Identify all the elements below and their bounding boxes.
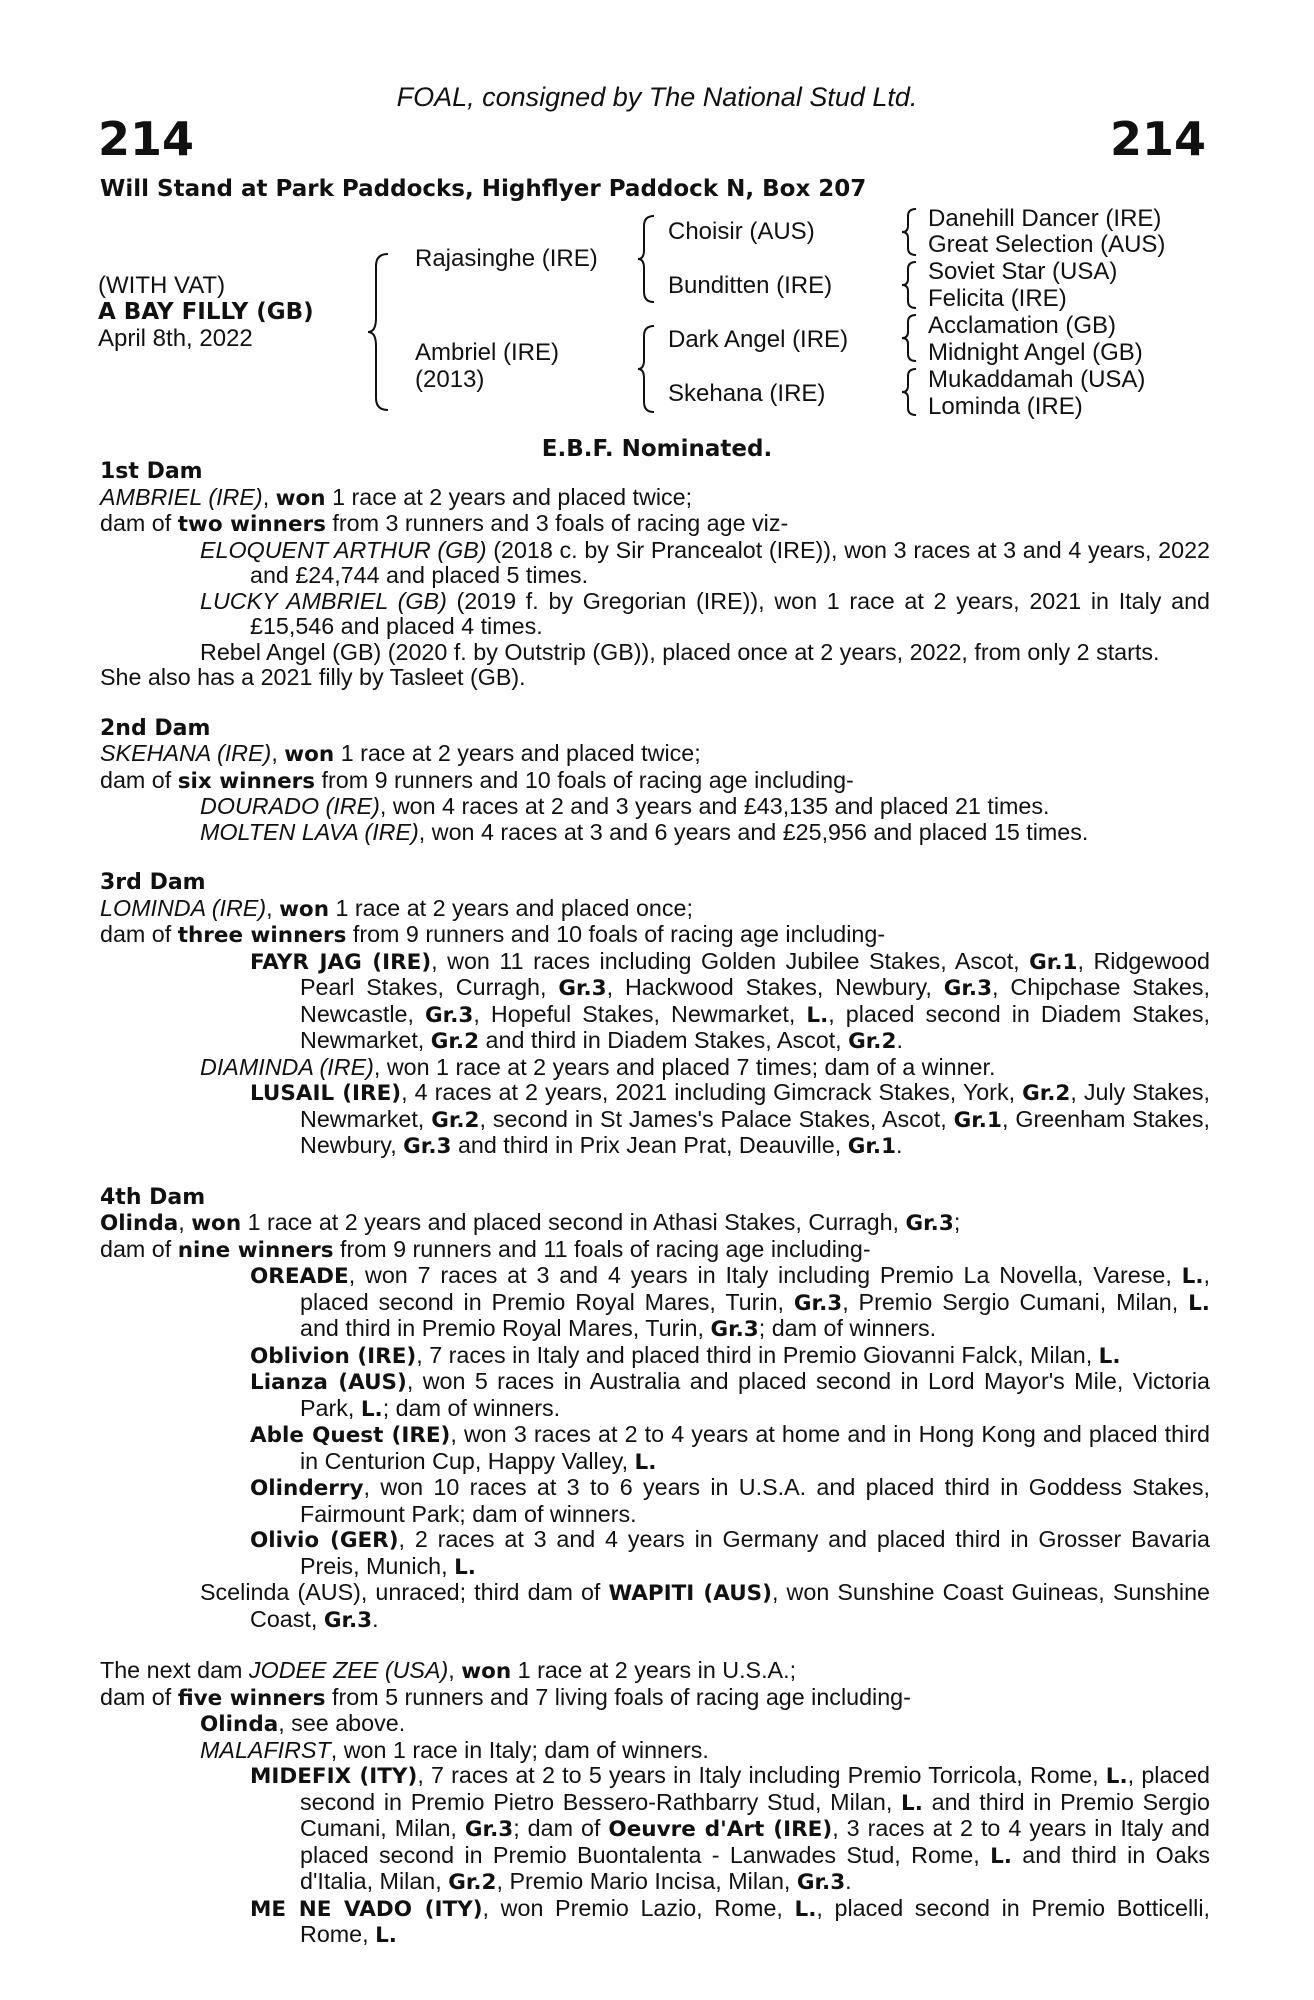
bold-text: Gr.2 xyxy=(448,1870,497,1895)
horse-name: A BAY FILLY (GB) xyxy=(98,299,314,325)
section-first-dam xyxy=(100,459,1210,691)
text-run: , see above. xyxy=(278,1710,406,1736)
bold-text: L. xyxy=(1098,1343,1121,1369)
dam-line xyxy=(100,485,1210,512)
foaling-date: April 8th, 2022 xyxy=(98,325,253,352)
bold-text: Oblivion (IRE) xyxy=(250,1343,417,1369)
lot-number-right: 214 xyxy=(1109,112,1206,166)
bold-text: L. xyxy=(1181,1264,1204,1289)
text-run: , won Premio Lazio, Rome, xyxy=(482,1894,795,1921)
text-run: , won 1 race in Italy; dam of winners. xyxy=(330,1736,709,1763)
text-run: dam of xyxy=(100,1683,178,1710)
text-run: ; xyxy=(953,1209,961,1235)
grandparent-2: Great Selection (AUS) xyxy=(928,231,1166,258)
produce-note xyxy=(100,665,1210,691)
produce-entry xyxy=(100,1055,1210,1081)
bold-text: Gr.3 xyxy=(796,1870,846,1895)
brace-sire xyxy=(636,214,660,304)
bold-text: two winners xyxy=(177,512,326,537)
bold-text: three winners xyxy=(177,923,347,948)
text-run: , 7 races at 2 to 5 years in Italy including Premio Torricola, Rome, xyxy=(417,1762,1106,1788)
bold-text: nine winners xyxy=(177,1237,334,1263)
bold-text: won xyxy=(461,1659,512,1684)
bold-text: Gr.3 xyxy=(793,1290,843,1316)
text-run: , placed second in Premio Royal Mares, Turin, xyxy=(300,1262,1210,1315)
produce-entry xyxy=(100,1080,1210,1160)
grandparent-6: Midnight Angel (GB) xyxy=(928,339,1143,366)
grandparent-7: Mukaddamah (USA) xyxy=(928,366,1146,393)
bold-text: Gr.3 xyxy=(558,976,607,1001)
text-run: dam of xyxy=(100,766,178,793)
dam-line xyxy=(100,1210,1210,1237)
bold-text: Gr.3 xyxy=(425,1002,474,1028)
text-run: from 9 runners and 10 foals of racing age including- xyxy=(315,766,854,793)
bold-text: five winners xyxy=(177,1685,326,1711)
italic-text: LOMINDA (IRE) xyxy=(100,894,267,921)
produce-entry xyxy=(100,1369,1210,1422)
produce-entry xyxy=(100,949,1210,1055)
italic-text: AMBRIEL (IRE) xyxy=(100,483,263,510)
text-run: , Hackwood Stakes, Newbury, xyxy=(606,974,944,1000)
dam: Ambriel (IRE) xyxy=(415,339,560,366)
section-heading: 2nd Dam xyxy=(100,715,211,741)
text-run: (2019 f. by Gregorian (IRE)), won 1 race at 2 years, 2021 in Italy and £15,546 and placed 4 times. xyxy=(250,587,1210,639)
section-heading: 4th Dam xyxy=(100,1184,206,1210)
grandparent-1: Danehill Dancer (IRE) xyxy=(928,205,1162,232)
text-run: , Ridgewood Pearl Stakes, Curragh, xyxy=(300,947,1211,1000)
bold-text: won xyxy=(275,485,326,511)
text-run: , second in St James's Palace Stakes, Ascot, xyxy=(479,1105,954,1132)
text-run: ; dam of winners. xyxy=(382,1394,561,1421)
bold-text: ME NE VADO (ITY) xyxy=(250,1896,483,1922)
italic-text: MOLTEN LAVA (IRE) xyxy=(200,818,419,845)
bold-text: Able Quest (IRE) xyxy=(250,1423,451,1448)
bold-text: Gr.3 xyxy=(710,1317,759,1342)
text-run: , won 5 races in Australia and placed second in Lord Mayor's Mile, Victoria Park, xyxy=(300,1368,1210,1421)
text-run: , Chipchase Stakes, Newcastle, xyxy=(300,974,1211,1027)
sire-sire: Choisir (AUS) xyxy=(668,218,815,245)
bold-text: Gr.2 xyxy=(1022,1081,1071,1106)
bold-text: Gr.1 xyxy=(1029,949,1078,975)
bold-text: L. xyxy=(901,1790,923,1816)
brace-dam xyxy=(636,324,660,414)
bold-text: six winners xyxy=(177,768,316,794)
text-run: from 3 runners and 3 foals of racing age viz- xyxy=(325,510,789,536)
text-run: from 9 runners and 11 foals of racing age including- xyxy=(333,1235,871,1262)
produce-entry xyxy=(100,794,1210,820)
bold-text: L. xyxy=(1188,1290,1210,1316)
dam-line xyxy=(100,1658,1210,1685)
text-run: 1 race at 2 years and placed second in Athasi Stakes, Curragh, xyxy=(241,1209,906,1235)
text-run: and third in Diadem Stakes, Ascot, xyxy=(479,1027,849,1053)
text-run: from 9 runners and 10 foals of racing age including- xyxy=(346,921,886,947)
italic-text: MALAFIRST xyxy=(200,1736,331,1763)
text-run: Scelinda (AUS), unraced; third dam of xyxy=(200,1579,609,1605)
italic-text: SKEHANA (IRE) xyxy=(100,740,272,766)
text-run: , xyxy=(266,894,280,921)
text-run: ; dam of winners. xyxy=(758,1315,937,1341)
text-run: , placed second in Premio Pietro Bessero-Rathbarry Stud, Milan, xyxy=(300,1762,1210,1815)
produce-entry xyxy=(100,1475,1210,1527)
text-run: , xyxy=(262,483,276,510)
text-run: dam of xyxy=(100,921,178,947)
bold-text: Gr.3 xyxy=(464,1817,514,1842)
text-run: She also has a 2021 filly by Tasleet (GB). xyxy=(100,664,526,690)
text-run: , placed second in Premio Botticelli, Rome, xyxy=(300,1894,1210,1947)
produce-entry xyxy=(100,1738,1210,1764)
bold-text: won xyxy=(279,896,330,922)
text-run: and third in Premio Sergio Cumani, Milan, xyxy=(300,1788,1210,1841)
text-run: dam of xyxy=(100,1235,178,1262)
grandparent-8: Lominda (IRE) xyxy=(928,393,1083,420)
bold-text: Gr.3 xyxy=(403,1134,452,1159)
text-run: from 5 runners and 7 living foals of racing age including- xyxy=(325,1683,911,1710)
bold-text: L. xyxy=(794,1896,817,1922)
dam-summary xyxy=(100,1237,1210,1264)
text-run: 1 race at 2 years and placed twice; xyxy=(325,483,693,510)
text-run: , won 4 races at 2 and 3 years and £43,135 and placed 21 times. xyxy=(379,793,1050,819)
brace-g3 xyxy=(900,313,922,363)
stand-location: Will Stand at Park Paddocks, Highflyer Paddock N, Box 207 xyxy=(100,176,867,202)
text-run: , 4 races at 2 years, 2021 including Gimcrack Stakes, York, xyxy=(401,1079,1023,1105)
bold-text: won xyxy=(191,1211,242,1236)
bold-text: Olivio (GER) xyxy=(250,1528,399,1553)
dam-line xyxy=(100,741,1210,768)
section-heading: 3rd Dam xyxy=(100,870,206,895)
text-run: . xyxy=(896,1132,903,1158)
produce-entry xyxy=(100,640,1210,666)
bold-text: Lianza (AUS) xyxy=(250,1370,407,1395)
grandparent-3: Soviet Star (USA) xyxy=(928,258,1118,285)
grandparent-5: Acclamation (GB) xyxy=(928,312,1117,339)
text-run: , xyxy=(178,1209,192,1235)
dam-summary xyxy=(100,511,1210,538)
text-run: . xyxy=(896,1027,903,1053)
italic-text: LUCKY AMBRIEL (GB) xyxy=(200,587,447,614)
text-run: , won 10 races at 3 to 6 years in U.S.A. and placed third in Goddess Stakes, Fairmount Park; dam of winners. xyxy=(300,1474,1210,1527)
text-run: Rebel Angel (GB) (2020 f. by Outstrip (GB)), placed once at 2 years, 2022, from only 2 starts. xyxy=(200,638,1160,665)
bold-text: L. xyxy=(634,1449,657,1475)
produce-entry xyxy=(100,1896,1210,1949)
bold-text: Olinderry xyxy=(250,1476,364,1501)
bold-text: Gr.2 xyxy=(431,1107,480,1133)
lot-number-left: 214 xyxy=(98,112,195,166)
dam-summary xyxy=(100,768,1210,795)
text-run: The next dam xyxy=(100,1657,249,1683)
text-run: , won 7 races at 3 and 4 years in Italy including Premio La Novella, Varese, xyxy=(348,1262,1182,1288)
produce-entry xyxy=(100,1343,1210,1370)
text-run: and third in Premio Royal Mares, Turin, xyxy=(300,1315,711,1341)
text-run: , placed second in Diadem Stakes, Newmarket, xyxy=(300,1000,1210,1053)
section-second-dam xyxy=(100,716,1210,846)
italic-text: DOURADO (IRE) xyxy=(200,793,380,819)
bold-text: L. xyxy=(806,1002,829,1028)
bold-text: OREADE xyxy=(250,1264,349,1289)
bold-text: won xyxy=(284,742,335,767)
vat-note: (WITH VAT) xyxy=(98,272,226,299)
text-run: , 2 races at 3 and 4 years in Germany and placed third in Grosser Bavaria Preis, Munich, xyxy=(300,1526,1211,1579)
bold-text: MIDEFIX (ITY) xyxy=(250,1764,418,1789)
text-run: , won Sunshine Coast Guineas, Sunshine Coast, xyxy=(250,1579,1211,1632)
bold-text: LUSAIL (IRE) xyxy=(250,1081,402,1106)
grandparent-4: Felicita (IRE) xyxy=(928,285,1067,312)
dam-line xyxy=(100,896,1210,923)
italic-text: ELOQUENT ARTHUR (GB) xyxy=(200,536,487,563)
bold-text: L. xyxy=(1105,1764,1128,1789)
bold-text: Gr.3 xyxy=(905,1211,954,1236)
text-run: and third in Prix Jean Prat, Deauville, xyxy=(451,1132,848,1158)
produce-entry xyxy=(100,538,1210,589)
produce-entry xyxy=(100,1763,1210,1896)
text-run: , Premio Mario Incisa, Milan, xyxy=(496,1868,797,1894)
produce-entry xyxy=(100,1580,1210,1633)
text-run: . xyxy=(845,1868,852,1894)
text-run: , July Stakes, Newmarket, xyxy=(300,1079,1210,1132)
bold-text: FAYR JAG (IRE) xyxy=(250,949,432,975)
dam-summary xyxy=(100,1685,1210,1712)
text-run: 1 race at 2 years and placed twice; xyxy=(334,740,701,766)
italic-text: DIAMINDA (IRE) xyxy=(200,1053,374,1080)
bold-text: Oeuvre d'Art (IRE) xyxy=(608,1817,833,1842)
text-run: ; dam of xyxy=(513,1815,609,1841)
brace-main xyxy=(366,252,396,412)
produce-entry xyxy=(100,589,1210,640)
text-run: and third in Oaks d'Italia, Milan, xyxy=(300,1841,1210,1894)
bold-text: L. xyxy=(454,1554,476,1580)
dam-summary xyxy=(100,922,1210,949)
italic-text: JODEE ZEE (USA) xyxy=(248,1657,449,1683)
bold-text: Olinda xyxy=(100,1211,179,1236)
produce-entry xyxy=(100,1263,1210,1343)
bold-text: L. xyxy=(990,1843,1012,1869)
bold-text: L. xyxy=(360,1396,383,1422)
produce-record xyxy=(100,459,1210,1949)
text-run: 1 race at 2 years and placed once; xyxy=(329,894,693,921)
bold-text: WAPITI (AUS) xyxy=(608,1581,772,1606)
brace-g1 xyxy=(900,207,922,257)
text-run: , won 4 races at 3 and 6 years and £25,956 and placed 15 times. xyxy=(418,818,1089,845)
section-third-dam xyxy=(100,870,1210,1160)
text-run: , xyxy=(448,1657,462,1683)
brace-g2 xyxy=(900,260,922,310)
consignor-line: FOAL, consigned by The National Stud Ltd. xyxy=(396,82,918,112)
bold-text: Gr.1 xyxy=(953,1107,1002,1133)
text-run: , 7 races in Italy and placed third in Premio Giovanni Falck, Milan, xyxy=(416,1341,1099,1368)
text-run: , Hopeful Stakes, Newmarket, xyxy=(473,1000,807,1027)
brace-g4 xyxy=(900,367,922,417)
bold-text: Gr.1 xyxy=(847,1134,897,1159)
text-run: (2018 c. by Sir Prancealot (IRE)), won 3 races at 3 and 4 years, 2022 and £24,744 and placed 5 times. xyxy=(250,536,1210,588)
text-run: , Greenham Stakes, Newbury, xyxy=(300,1105,1210,1158)
bold-text: L. xyxy=(375,1923,397,1948)
produce-entry xyxy=(100,820,1210,846)
text-run: , 3 races at 2 to 4 years in Italy and placed second in Premio Buontalenta - Lanwades Stud, Rome, xyxy=(300,1815,1211,1868)
text-run: 1 race at 2 years in U.S.A.; xyxy=(511,1657,797,1683)
ebf-nominated: E.B.F. Nominated. xyxy=(541,436,773,462)
text-run: , xyxy=(271,740,285,766)
bold-text: Gr.2 xyxy=(848,1029,897,1054)
sire: Rajasinghe (IRE) xyxy=(415,245,598,272)
produce-entry xyxy=(100,1527,1210,1580)
text-run: dam of xyxy=(100,510,178,536)
bold-text: Olinda xyxy=(200,1712,279,1737)
text-run: , Premio Sergio Cumani, Milan, xyxy=(842,1288,1189,1315)
bold-text: Gr.3 xyxy=(943,976,993,1001)
produce-entry xyxy=(100,1422,1210,1475)
text-run: , won 11 races including Golden Jubilee Stakes, Ascot, xyxy=(431,947,1030,974)
section-fourth-dam xyxy=(100,1185,1210,1634)
bold-text: Gr.3 xyxy=(323,1607,373,1633)
dam-sire: Dark Angel (IRE) xyxy=(668,326,849,353)
section-heading: 1st Dam xyxy=(100,459,203,484)
produce-entry xyxy=(100,1711,1210,1738)
text-run: , won 3 races at 2 to 4 years at home and in Hong Kong and placed third in Centurion Cup, Happy Valley, xyxy=(300,1421,1210,1474)
dam-dam: Skehana (IRE) xyxy=(668,380,826,407)
bold-text: Gr.2 xyxy=(430,1029,480,1054)
section-next-dam xyxy=(100,1658,1210,1949)
text-run: . xyxy=(372,1605,379,1632)
dam-year: (2013) xyxy=(415,366,485,393)
text-run: , won 1 race at 2 years and placed 7 times; dam of a winner. xyxy=(373,1053,996,1080)
sire-dam: Bunditten (IRE) xyxy=(668,272,833,299)
